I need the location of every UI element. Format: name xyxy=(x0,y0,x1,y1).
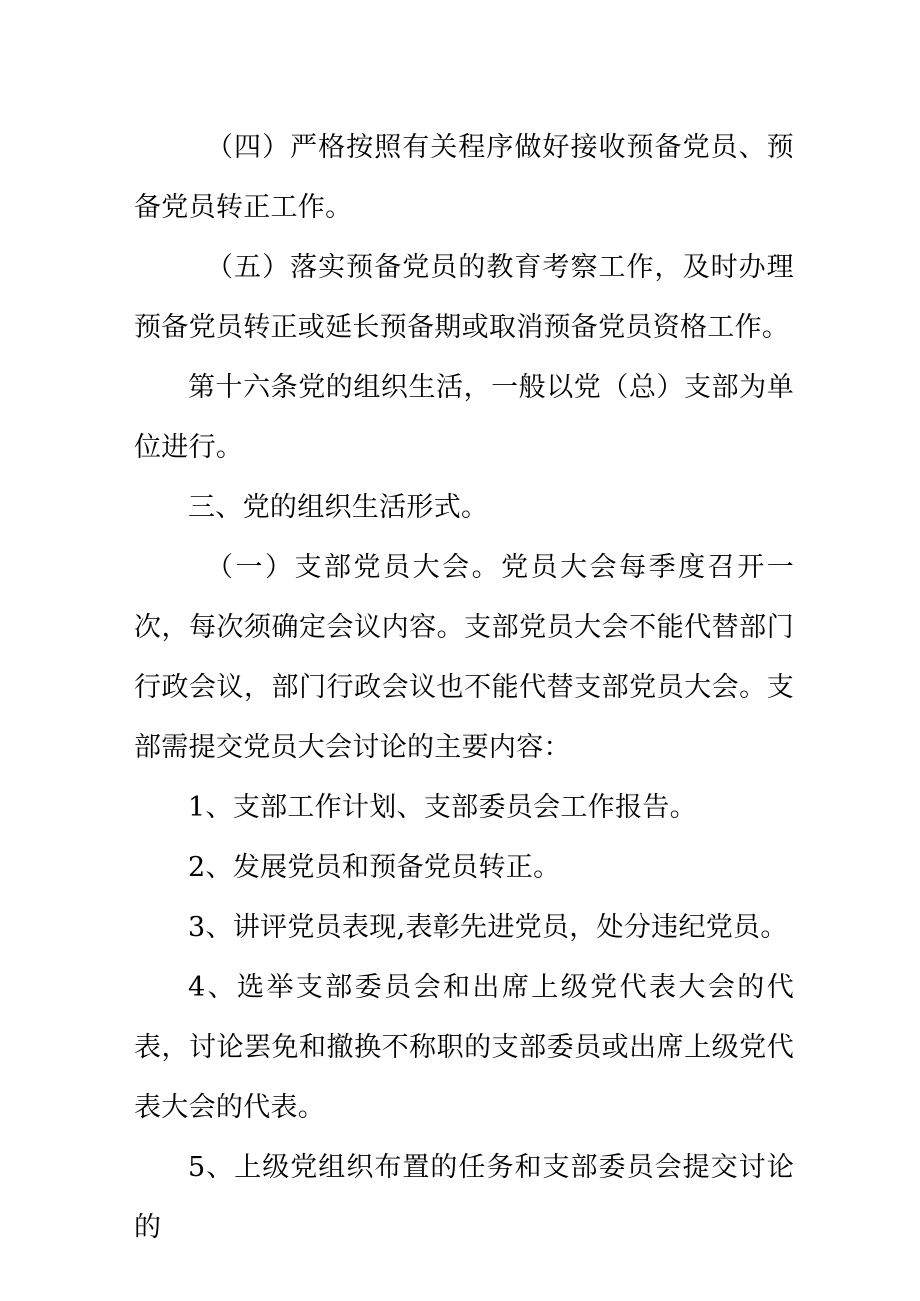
paragraph-item-4: （四）严格按照有关程序做好接收预备党员、预备党员转正工作。 xyxy=(134,132,794,223)
article-16-paragraph: 第十六条党的组织生活，一般以党（总）支部为单位进行。 xyxy=(134,372,794,463)
section-3-heading: 三、党的组织生活形式。 xyxy=(188,492,489,523)
paragraph-item-1: （一）支部党员大会。党员大会每季度召开一次，每次须确定会议内容。支部党员大会不能代替部门行政会议，部门行政会议也不能代替支部党员大会。支部需提交党员大会讨论的主要内容： xyxy=(134,552,794,763)
list-item-4: 4、选举支部委员会和出席上级党代表大会的代表，讨论罢免和撤换不称职的支部委员或出席上级党代表大会的代表。 xyxy=(134,972,794,1123)
list-item-1: 1、支部工作计划、支部委员会工作报告。 xyxy=(188,792,697,823)
list-item-5: 5、上级党组织布置的任务和支部委员会提交讨论的 xyxy=(134,1152,794,1243)
document-body xyxy=(134,118,794,1258)
list-item-2: 2、发展党员和预备党员转正。 xyxy=(188,852,561,883)
list-item-3: 3、讲评党员表现,表彰先进党员，处分违纪党员。 xyxy=(188,912,788,943)
paragraph-item-5: （五）落实预备党员的教育考察工作，及时办理预备党员转正或延长预备期或取消预备党员资格工作。 xyxy=(134,252,794,343)
